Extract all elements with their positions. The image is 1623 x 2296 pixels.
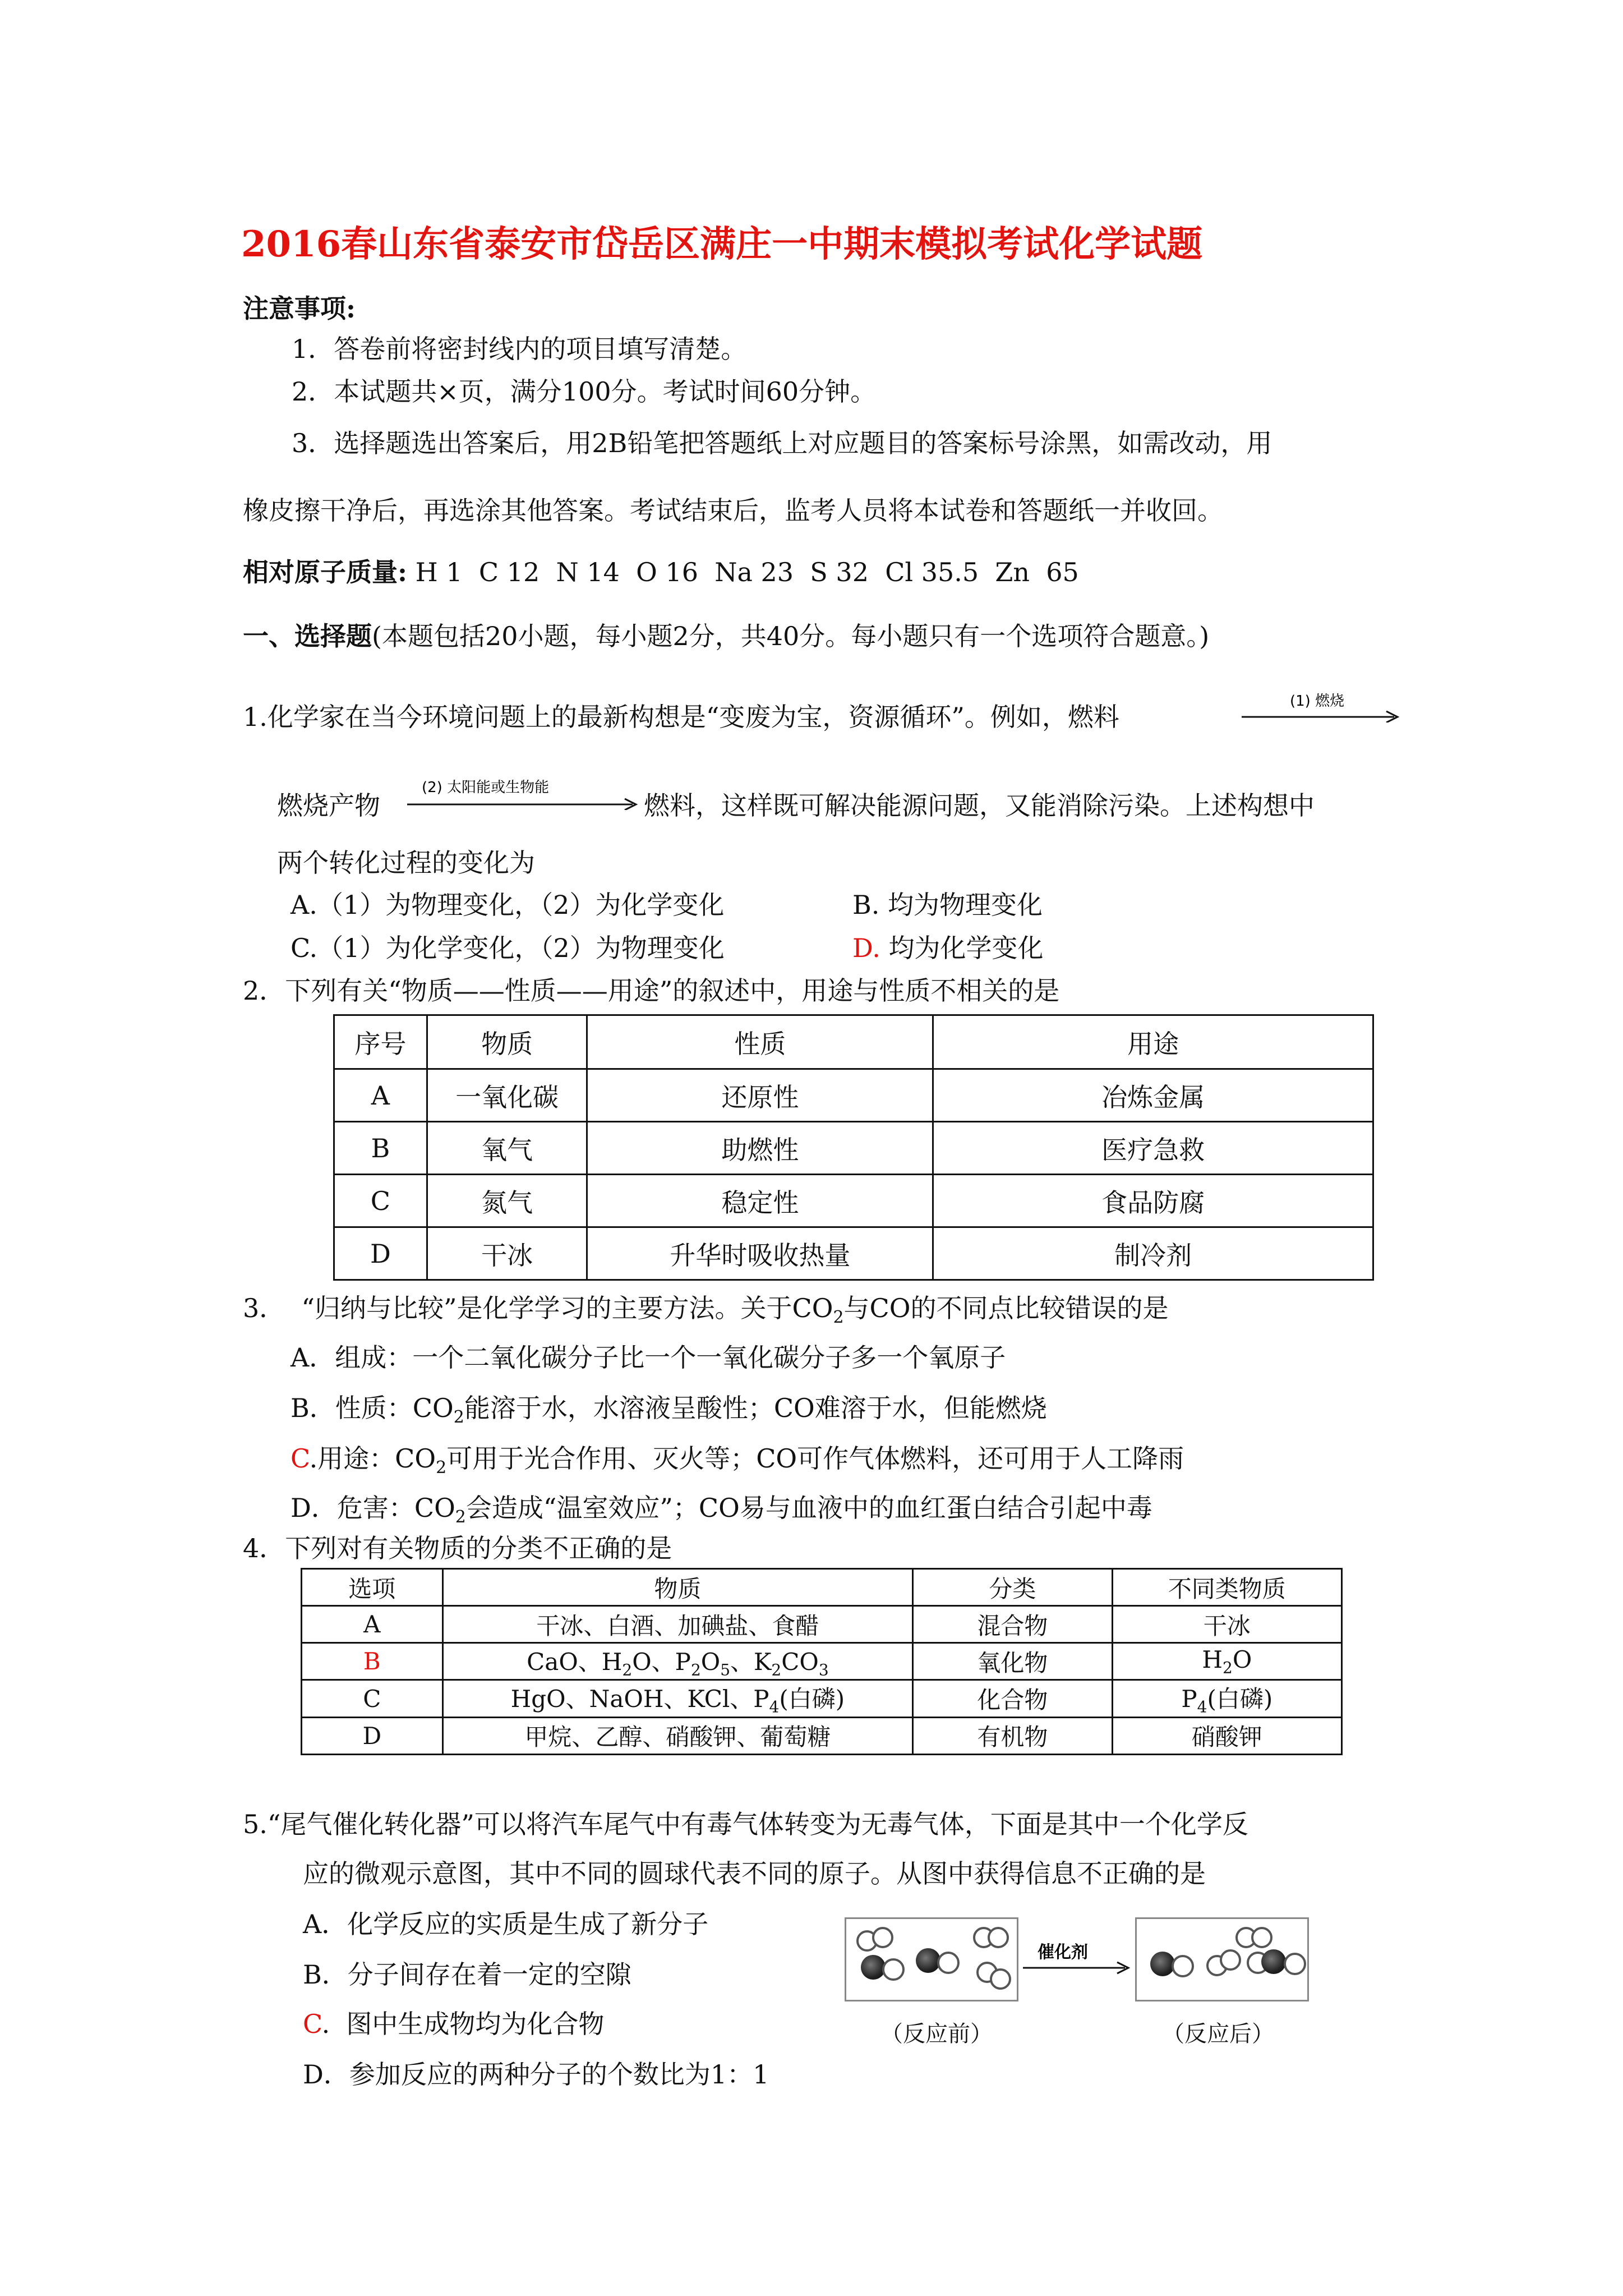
q4-cell: 甲烷、乙醇、硝酸钾、葡萄糖	[442, 1717, 913, 1754]
section-1-title: 一、选择题	[243, 621, 372, 651]
white-atom	[988, 1927, 1009, 1948]
q2-cell: 冶炼金属	[933, 1069, 1373, 1122]
q3-option-d	[291, 1491, 1152, 1534]
q4-cell: C	[302, 1680, 443, 1717]
q4-header-cell: 不同类物质	[1112, 1569, 1341, 1606]
before-label: （反应前）	[880, 2021, 993, 2047]
q3-stem-a: 3． “归纳与比较”是化学学习的主要方法。关于CO	[243, 1293, 833, 1323]
white-atom	[1220, 1949, 1241, 1971]
q2-cell: 升华时吸收热量	[587, 1227, 933, 1280]
q3-stem-sub: 2	[833, 1308, 844, 1328]
q4-cell: 混合物	[913, 1606, 1112, 1643]
q2-header-cell: 物质	[427, 1015, 587, 1069]
q2-table-row	[334, 1069, 1373, 1122]
q3-option-d-a: D．危害：CO	[291, 1493, 455, 1523]
after-label: （反应后）	[1162, 2021, 1274, 2047]
q5-option-d: D．参加反应的两种分子的个数比为1：1	[303, 2059, 769, 2090]
q4-cell: 化合物	[913, 1680, 1112, 1717]
q4-cell-c-substances: HgO、NaOH、KCl、$P_4$(白磷)	[442, 1680, 913, 1717]
q2-stem: 2．下列有关“物质——性质——用途”的叙述中，用途与性质不相关的是	[243, 976, 1060, 1006]
notes-item-3a: 3．选择题选出答案后，用2B铅笔把答题纸上对应题目的答案标号涂黑，如需改动，用	[292, 428, 1272, 458]
q1-line-1: 1.化学家在当今环境问题上的最新构想是“变废为宝，资源循环”。例如，燃料	[243, 702, 1119, 732]
q2-table-row	[334, 1122, 1373, 1175]
q3-stem	[243, 1291, 1168, 1335]
q2-cell: 一氧化碳	[427, 1069, 587, 1122]
q3-option-b-a: B．性质：CO	[291, 1393, 454, 1423]
q2-header-cell: 性质	[587, 1015, 933, 1069]
q1-line-3: 两个转化过程的变化为	[277, 848, 535, 878]
catalyst-arrow	[1021, 1934, 1133, 1979]
white-atom	[1284, 1953, 1306, 1975]
notes-item-3b: 橡皮擦干净后，再选涂其他答案。考试结束后，监考人员将本试卷和答题纸一并收回。	[243, 495, 1223, 526]
q5-option-b: B．分子间存在着一定的空隙	[303, 1959, 631, 1990]
q1-arrow-2-label: (2) 太阳能或生物能	[422, 779, 550, 796]
white-atom	[872, 1927, 893, 1948]
q2-cell: 干冰	[427, 1227, 587, 1280]
q5-option-c-text: . 图中生成物均为化合物	[321, 2009, 605, 2039]
q3-option-c-letter: C	[291, 1443, 310, 1474]
q4-cell: D	[302, 1717, 443, 1754]
q2-table-row	[334, 1175, 1373, 1227]
q4-table-row	[302, 1680, 1342, 1717]
q3-stem-b: 与CO的不同点比较错误的是	[843, 1293, 1169, 1323]
atomic-mass-values: H 1 C 12 N 14 O 16 Na 23 S 32 Cl 35.5 Zn 65	[415, 557, 1079, 587]
q4-table-row	[302, 1643, 1342, 1680]
q4-cell: A	[302, 1606, 443, 1643]
q4-table-row	[302, 1606, 1342, 1643]
q3-option-c-b: 可用于光合作用、灭火等；CO可作气体燃料，还可用于人工降雨	[446, 1443, 1184, 1474]
q2-table-header	[334, 1015, 1373, 1069]
q2-header-cell: 序号	[334, 1015, 427, 1069]
q3-option-b-sub: 2	[453, 1407, 464, 1428]
q2-cell: B	[334, 1122, 427, 1175]
q1-arrow-2	[405, 771, 640, 810]
q2-cell: 制冷剂	[933, 1227, 1373, 1280]
q2-cell: 氧气	[427, 1122, 587, 1175]
q2-cell: 氮气	[427, 1175, 587, 1227]
atomic-mass-label: 相对原子质量:	[243, 557, 407, 587]
section-1-heading	[243, 619, 1209, 653]
q2-cell: 还原性	[587, 1069, 933, 1122]
q5-option-c	[303, 2007, 604, 2041]
q3-option-b	[291, 1391, 1047, 1434]
q2-cell: 稳定性	[587, 1175, 933, 1227]
white-atom	[937, 1952, 960, 1974]
white-atom	[990, 1968, 1011, 1990]
q4-cell: 有机物	[913, 1717, 1112, 1754]
q4-cell: 干冰、白酒、加碘盐、食醋	[442, 1606, 913, 1643]
page-title: 2016春山东省泰安市岱岳区满庄一中期末模拟考试化学试题	[241, 223, 1203, 265]
q1-option-d-letter: D.	[852, 933, 880, 963]
q2-header-cell: 用途	[933, 1015, 1373, 1069]
q5-line-1: 5.“尾气催化转化器”可以将汽车尾气中有毒气体转变为无毒气体，下面是其中一个化学反	[243, 1809, 1248, 1839]
notes-item-1: 1．答卷前将密封线内的项目填写清楚。	[292, 334, 747, 364]
atomic-mass-line	[243, 555, 1079, 589]
notes-heading: 注意事项:	[243, 293, 356, 324]
q4-cell-b-substances: CaO、$H_2O$、$P_2O_5$、$K_2CO_3$	[442, 1643, 913, 1680]
catalyst-label: 催化剂	[1038, 1943, 1088, 1962]
q4-cell-c-other: $P_4$(白磷)	[1112, 1680, 1341, 1717]
q2-cell: 食品防腐	[933, 1175, 1373, 1227]
white-atom	[882, 1958, 905, 1981]
q5-option-c-letter: C	[303, 2009, 322, 2039]
black-atom	[1261, 1949, 1286, 1974]
q2-table	[333, 1014, 1374, 1281]
q4-table-header	[302, 1569, 1342, 1606]
q5-option-a: A．化学反应的实质是生成了新分子	[303, 1909, 709, 1939]
q3-option-c-sub: 2	[436, 1458, 447, 1478]
q4-header-cell: 分类	[913, 1569, 1112, 1606]
q4-cell-b-letter: B	[302, 1643, 443, 1680]
q2-cell: D	[334, 1227, 427, 1280]
q3-option-a: A．组成：一个二氧化碳分子比一个一氧化碳分子多一个氧原子	[291, 1342, 1006, 1373]
q2-cell: 医疗急救	[933, 1122, 1373, 1175]
q1-line-2-suffix: 燃料，这样既可解决能源问题，又能消除污染。上述构想中	[644, 790, 1315, 821]
q2-cell: 助燃性	[587, 1122, 933, 1175]
q5-line-2: 应的微观示意图，其中不同的圆球代表不同的原子。从图中获得信息不正确的是	[303, 1858, 1206, 1889]
white-atom	[1172, 1955, 1194, 1977]
q4-cell-b-other: $H_2O$	[1112, 1643, 1341, 1680]
q2-cell: A	[334, 1069, 427, 1122]
q1-option-b: B. 均为物理变化	[852, 890, 1043, 920]
q1-option-c: C.（1）为化学变化，（2）为物理变化	[291, 933, 725, 963]
q1-arrow-1-label: (1) 燃烧	[1290, 693, 1345, 710]
q4-cell: 氧化物	[913, 1643, 1112, 1680]
notes-item-2: 2．本试题共×页，满分100分。考试时间60分钟。	[292, 376, 877, 407]
q4-cell-c-other-text: (白磷)	[1207, 1685, 1273, 1713]
q3-option-c-a: .用途：CO	[309, 1443, 436, 1474]
q4-table	[301, 1568, 1343, 1755]
q1-option-a: A.（1）为物理变化，（2）为化学变化	[291, 890, 725, 920]
q1-line-2-prefix: 燃烧产物	[277, 790, 380, 821]
q3-option-b-b: 能溶于水，水溶液呈酸性；CO难溶于水，但能燃烧	[464, 1393, 1047, 1423]
q4-header-cell: 选项	[302, 1569, 443, 1606]
section-1-desc: (本题包括20小题，每小题2分，共40分。每小题只有一个选项符合题意。)	[372, 621, 1210, 651]
q1-option-d-text: 均为化学变化	[880, 933, 1044, 963]
reaction-after-box	[1135, 1917, 1309, 2001]
q3-option-d-b: 会造成“温室效应”；CO易与血液中的血红蛋白结合引起中毒	[465, 1493, 1152, 1523]
q3-option-d-sub: 2	[455, 1507, 466, 1527]
q4-header-cell: 物质	[442, 1569, 913, 1606]
q4-cell: 硝酸钾	[1112, 1717, 1341, 1754]
reaction-before-box	[845, 1917, 1018, 2001]
q1-arrow-1	[1239, 689, 1402, 723]
q2-table-row	[334, 1227, 1373, 1280]
white-atom	[1251, 1927, 1272, 1948]
q2-cell: C	[334, 1175, 427, 1227]
q3-option-c	[291, 1442, 1184, 1485]
q4-cell: 干冰	[1112, 1606, 1341, 1643]
q4-stem: 4．下列对有关物质的分类不正确的是	[243, 1533, 672, 1563]
q1-option-d	[852, 931, 1044, 965]
q4-table-row	[302, 1717, 1342, 1754]
